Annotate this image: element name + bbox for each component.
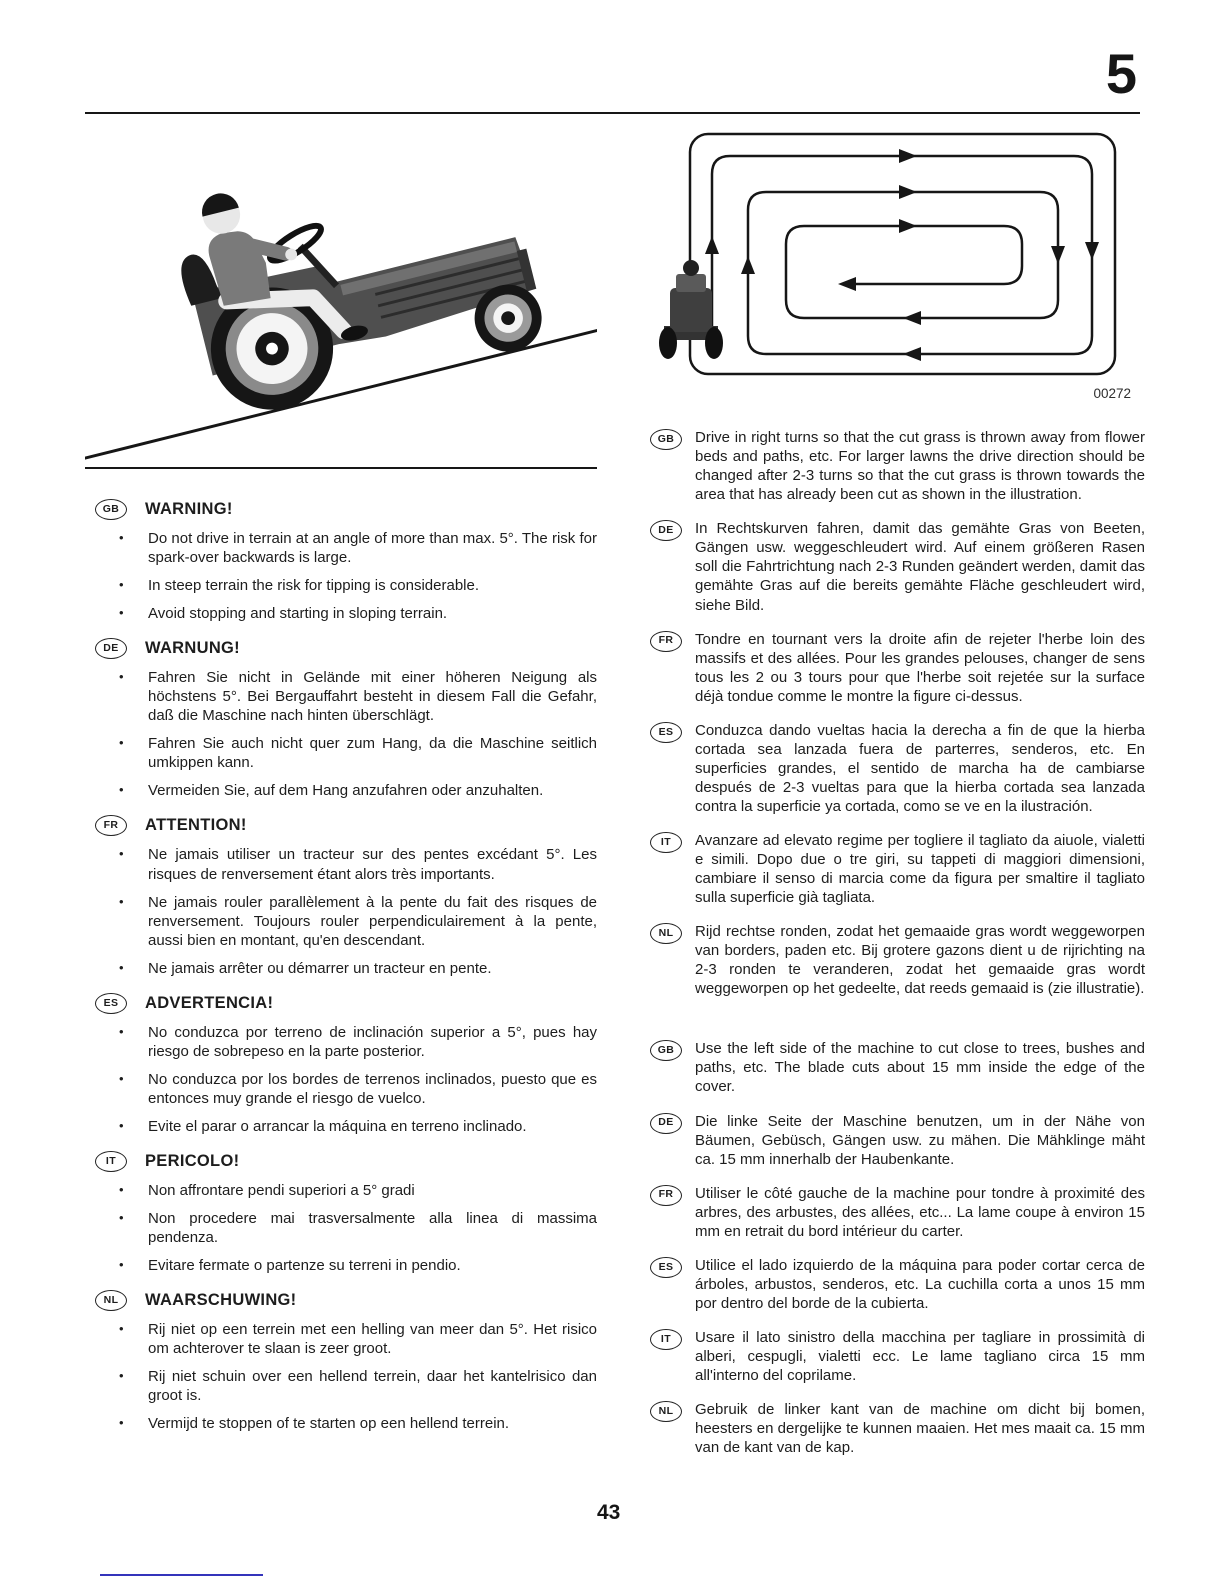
warning-bullet: • Non affrontare pendi superiori a 5° gradi	[148, 1181, 597, 1200]
lang-badge-it: IT	[95, 1151, 127, 1172]
lang-badge-it: IT	[650, 832, 682, 853]
warning-bullet: • Ne jamais arrêter ou démarrer un tracteur en pente.	[148, 959, 597, 978]
lang-badge-de: DE	[650, 520, 682, 541]
warning-title: WARNING!	[145, 500, 233, 519]
page-number: 43	[597, 1501, 621, 1524]
paragraph-text: Utilice el lado izquierdo de la máquina para poder cortar cerca de árboles, arbustos, senderos, etc. La cuchilla corta a unos 15 mm por dentro del borde de la cubierta.	[695, 1256, 1145, 1312]
tractor-on-slope-illustration	[85, 130, 597, 465]
figure-label: 00272	[1093, 386, 1131, 401]
paragraph-text: Tondre en tournant vers la droite afin de rejeter l'herbe loin des massifs et des allées. Pour les grandes pelouses, changer de sens tous les 2 ou 3 tours pour que l'herbe soit rejetée sur la surface déjà tondue comme le montre la figure ci-dessus.	[695, 630, 1145, 705]
left-divider	[85, 467, 597, 469]
lang-badge-it: IT	[650, 1329, 682, 1350]
lang-badge-de: DE	[650, 1113, 682, 1134]
warning-header	[95, 1151, 597, 1172]
warning-section-de	[85, 638, 597, 800]
warning-header	[95, 638, 597, 659]
warning-bullet: • Non procedere mai trasversalmente alla linea di massima pendenza.	[148, 1209, 597, 1247]
warning-bullet: • Ne jamais rouler parallèlement à la pente du fait des risques de renversement. Toujours rouler perpendiculairement à la pente, aussi bien en montant, qu'en descendant.	[148, 893, 597, 950]
warning-title: PERICOLO!	[145, 1152, 240, 1170]
lang-badge-nl: NL	[95, 1290, 127, 1311]
driving-paragraph-nl	[650, 922, 1145, 998]
lang-badge-nl: NL	[650, 923, 682, 944]
lang-badge-gb: GB	[650, 1040, 682, 1061]
warning-bullet: • Vermeiden Sie, auf dem Hang anzufahren oder anzuhalten.	[148, 781, 597, 800]
cutting-paragraph-gb	[650, 1039, 1145, 1096]
footer-link-underline[interactable]	[100, 1574, 263, 1576]
warning-bullet: • Avoid stopping and starting in sloping terrain.	[148, 604, 597, 623]
cutting-paragraph-de	[650, 1112, 1145, 1169]
group-gap	[650, 1013, 1145, 1039]
paragraph-text: Usare il lato sinistro della macchina per tagliare in prossimità di alberi, cespugli, vialetti ecc. Le lame tagliano circa 15 mm all'interno del coprilame.	[695, 1328, 1145, 1385]
warning-bullet: • Evitare fermate o partenze su terreni in pendio.	[148, 1256, 597, 1275]
warning-title: WAARSCHUWING!	[145, 1291, 297, 1310]
lang-badge-nl: NL	[650, 1401, 682, 1422]
warning-title: ATTENTION!	[145, 816, 247, 835]
warning-bullet: • Vermijd te stoppen of te starten op een hellend terrein.	[148, 1414, 597, 1433]
lang-badge-gb: GB	[650, 429, 682, 450]
paragraph-text: In Rechtskurven fahren, damit das gemähte Gras von Beeten, Gängen usw. weggeschleudert wird. Auf einem größeren Rasen soll die Fahrtrichtung nach 2-3 Runden geändert werden, damit das gemähte Gras auf die bereits gemähte Fläche geschleudert wird, siehe Bild.	[695, 520, 1145, 614]
warning-section-es	[85, 993, 597, 1136]
warning-title: ADVERTENCIA!	[145, 993, 274, 1012]
mowing-pattern-figure	[650, 130, 1145, 385]
lang-badge-es: ES	[650, 722, 682, 743]
cutting-paragraph-fr	[650, 1184, 1145, 1241]
warning-title: WARNUNG!	[145, 639, 240, 658]
warning-header	[95, 815, 597, 836]
warning-bullet: • Do not drive in terrain at an angle of more than max. 5°. The risk for spark-over backwards is large.	[148, 529, 597, 567]
top-rule	[85, 112, 1140, 114]
lang-badge-de: DE	[95, 638, 127, 659]
warning-section-it	[85, 1151, 597, 1275]
driving-paragraph-gb	[650, 428, 1145, 504]
cutting-paragraph-it	[650, 1328, 1145, 1385]
lang-badge-es: ES	[650, 1257, 682, 1278]
driving-paragraph-de	[650, 519, 1145, 614]
lang-badge-fr: FR	[95, 815, 127, 836]
paragraph-text: Die linke Seite der Maschine benutzen, um in der Nähe von Bäumen, Gebüsch, Gängen usw. zu mähen. Die Mähklinge mäht ca. 15 mm innerhalb der Haubenkante.	[695, 1112, 1145, 1168]
paragraph-text: Conduzca dando vueltas hacia la derecha a fin de que la hierba cortada sea lanzada fuera de parterres, senderos, etc. En superficies grandes, el sentido de marcha ha de cambiarse después de 2-3 vueltas para que la hierba cortada sea lanzada contra la superficie ya cortada, como se ve en la ilustración.	[695, 721, 1145, 815]
paragraph-text: Rijd rechtse ronden, zodat het gemaaide gras wordt weggeworpen van borders, paden etc. Bij grotere gazons dient u de rijrichting na 2-3 ronden te veranderen, zodat het gemaaide gras wordt weggeworpen op het gedeelte, dat reeds gemaaid is (zie illustratie).	[695, 923, 1145, 998]
right-column	[650, 130, 1145, 1472]
paragraph-text: Utiliser le côté gauche de la machine pour tondre à proximité des arbres, des arbustes, des allées, etc... La lame coupe à environ 15 mm en retrait du bord intérieur du carter.	[695, 1184, 1145, 1240]
lang-badge-gb: GB	[95, 499, 127, 520]
paragraph-text: Use the left side of the machine to cut close to trees, bushes and paths, etc. The blade cuts about 15 mm inside the edge of the cover.	[695, 1040, 1145, 1096]
warning-bullet: • No conduzca por los bordes de terrenos inclinados, puesto que es entonces muy grande el riesgo de vuelco.	[148, 1070, 597, 1108]
warning-bullet: • No conduzca por terreno de inclinación superior a 5°, pues hay riesgo de sobrepeso en la parte posterior.	[148, 1023, 597, 1061]
warning-section-nl	[85, 1290, 597, 1433]
left-column	[85, 130, 597, 1448]
warning-bullet: • Fahren Sie auch nicht quer zum Hang, da die Maschine seitlich umkippen kann.	[148, 734, 597, 772]
driving-paragraph-it	[650, 831, 1145, 907]
warning-header	[95, 993, 597, 1014]
lang-badge-es: ES	[95, 993, 127, 1014]
lang-badge-fr: FR	[650, 631, 682, 652]
warning-section-fr	[85, 815, 597, 977]
warning-header	[95, 1290, 597, 1311]
cutting-paragraph-es	[650, 1256, 1145, 1313]
warning-bullet: • In steep terrain the risk for tipping is considerable.	[148, 576, 597, 595]
section-number: 5	[1105, 42, 1137, 105]
paragraph-text: Avanzare ad elevato regime per togliere il tagliato da aiuole, vialetti e simili. Dopo due o tre giri, su tappeti di maggiori dimensioni, cambiare il senso di marcia come da figura per smaltire il tagliato sulla superficie già tagliata.	[695, 831, 1145, 907]
lang-badge-fr: FR	[650, 1185, 682, 1206]
paragraph-text: Gebruik de linker kant van de machine om dicht bij bomen, heesters en dergelijke te kunnen maaien. Het mes maait ca. 15 mm van de kant van de kap.	[695, 1401, 1145, 1457]
driving-paragraph-fr	[650, 630, 1145, 706]
warning-bullet: • Fahren Sie nicht in Gelände mit einer höheren Neigung als höchstens 5°. Bei Bergauffahrt besteht in diesem Fall die Gefahr, daß die Maschine nach hinten überschlägt.	[148, 668, 597, 725]
warning-bullet: • Rij niet op een terrein met een helling van meer dan 5°. Het risico om achterover te slaan is zeer groot.	[148, 1320, 597, 1358]
driving-paragraph-es	[650, 721, 1145, 816]
warning-header	[95, 499, 597, 520]
warning-bullet: • Rij niet schuin over een hellend terrein, daar het kantelrisico dan groot is.	[148, 1367, 597, 1405]
warning-section-gb	[85, 499, 597, 623]
warning-bullet: • Ne jamais utiliser un tracteur sur des pentes excédant 5°. Les risques de renversement étant alors très importants.	[148, 845, 597, 883]
warning-bullet: • Evite el parar o arrancar la máquina en terreno inclinado.	[148, 1117, 597, 1136]
cutting-paragraph-nl	[650, 1400, 1145, 1457]
paragraph-text: Drive in right turns so that the cut grass is thrown away from flower beds and paths, etc. For larger lawns the drive direction should be changed after 2-3 turns so that the cut grass is thrown towards the area that has already been cut as shown in the illustration.	[695, 429, 1145, 504]
